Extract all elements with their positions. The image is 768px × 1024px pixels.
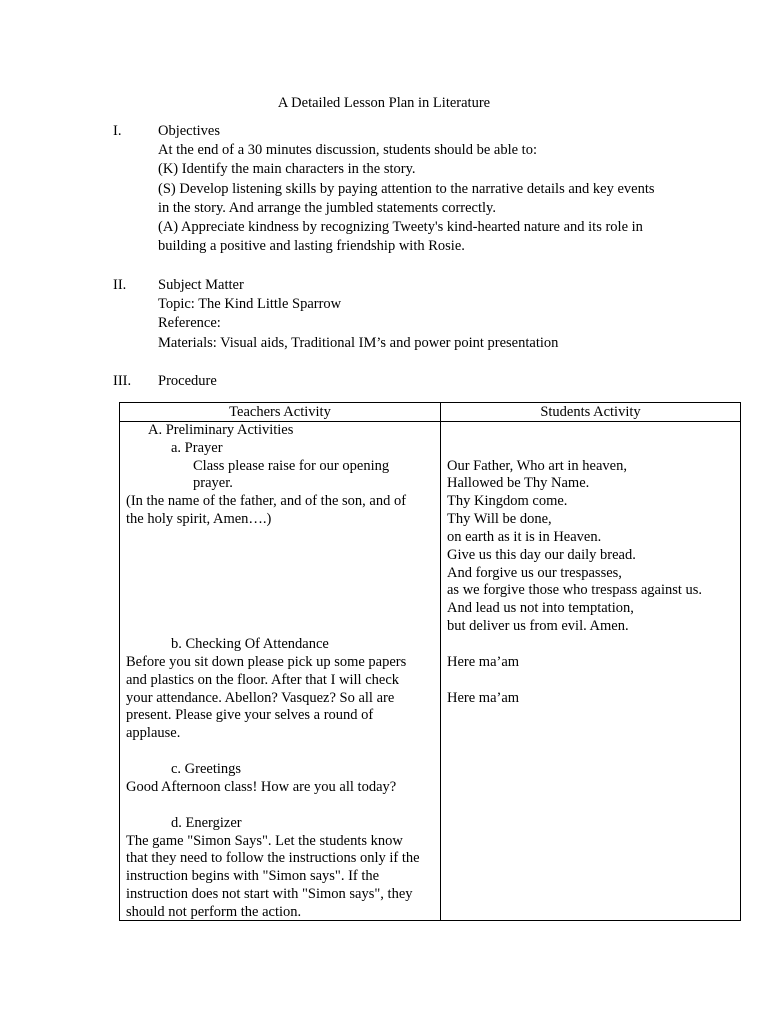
student-line: Our Father, Who art in heaven, — [447, 458, 627, 474]
procedure-table — [119, 402, 741, 921]
teacher-line: that they need to follow the instructions only if the — [126, 850, 420, 866]
teacher-line: The game "Simon Says". Let the students know — [126, 833, 403, 849]
students-activity-cell — [441, 422, 741, 921]
teacher-line: Before you sit down please pick up some papers — [126, 654, 407, 670]
teacher-line: instruction begins with "Simon says". If the — [126, 868, 380, 884]
student-line: Thy Kingdom come. — [447, 493, 568, 509]
student-line: And forgive us our trespasses, — [447, 565, 622, 581]
document-title: A Detailed Lesson Plan in Literature — [277, 95, 491, 111]
student-line: on earth as it is in Heaven. — [447, 529, 602, 545]
student-line: as we forgive those who trespass against us. — [447, 582, 703, 598]
teacher-line: Good Afternoon class! How are you all today? — [126, 779, 397, 795]
teacher-line: Class please raise for our opening — [193, 458, 390, 474]
students-activity-header: Students Activity — [441, 403, 741, 422]
activity-heading: A. Preliminary Activities — [148, 422, 294, 438]
objective-line: At the end of a 30 minutes discussion, students should be able to: — [158, 142, 537, 159]
teacher-line: instruction does not start with "Simon says", they — [126, 886, 413, 902]
objective-line: in the story. And arrange the jumbled statements correctly. — [158, 199, 496, 216]
student-line: Thy Will be done, — [447, 511, 552, 527]
teacher-line: and plastics on the floor. After that I will check — [126, 672, 400, 688]
teacher-line: should not perform the action. — [126, 904, 302, 920]
section-heading: Subject Matter — [158, 277, 244, 293]
section-number: I. — [113, 123, 122, 139]
section-number: III. — [113, 373, 132, 389]
procedure-body — [158, 372, 678, 391]
activity-subheading: b. Checking Of Attendance — [171, 636, 329, 652]
teacher-line: prayer. — [193, 475, 233, 491]
teacher-line: the holy spirit, Amen….) — [126, 511, 272, 527]
objective-line: (A) Appreciate kindness by recognizing Tweety's kind-hearted nature and its role in — [158, 219, 643, 236]
topic-line: Topic: The Kind Little Sparrow — [158, 296, 342, 313]
student-line: Here ma’am — [447, 654, 520, 670]
section-heading: Objectives — [158, 123, 221, 139]
objectives-body — [158, 122, 678, 256]
objective-line: (K) Identify the main characters in the story. — [158, 161, 416, 178]
activity-subheading: d. Energizer — [171, 815, 242, 831]
teacher-line: your attendance. Abellon? Vasquez? So all are — [126, 690, 395, 706]
student-line: Hallowed be Thy Name. — [447, 475, 590, 491]
student-line: Give us this day our daily bread. — [447, 547, 636, 563]
activity-subheading: a. Prayer — [171, 440, 223, 456]
table-header-row — [120, 403, 741, 422]
student-line: but deliver us from evil. Amen. — [447, 618, 629, 634]
student-line: Here ma’am — [447, 690, 520, 706]
teachers-activity-cell — [120, 422, 441, 921]
table-row — [120, 422, 741, 921]
activity-subheading: c. Greetings — [171, 761, 242, 777]
student-line: And lead us not into temptation, — [447, 600, 634, 616]
section-heading: Procedure — [158, 373, 217, 389]
teachers-activity-header: Teachers Activity — [120, 403, 441, 422]
section-number: II. — [113, 277, 127, 293]
teacher-line: (In the name of the father, and of the son, and of — [126, 493, 407, 509]
teacher-line: applause. — [126, 725, 181, 741]
materials-line: Materials: Visual aids, Traditional IM’s and power point presentation — [158, 334, 559, 351]
reference-line: Reference: — [158, 315, 221, 332]
objective-line: building a positive and lasting friendship with Rosie. — [158, 238, 465, 255]
teacher-line: present. Please give your selves a round of — [126, 707, 374, 723]
subject-matter-body — [158, 276, 678, 353]
objective-line: (S) Develop listening skills by paying attention to the narrative details and key events — [158, 180, 655, 197]
